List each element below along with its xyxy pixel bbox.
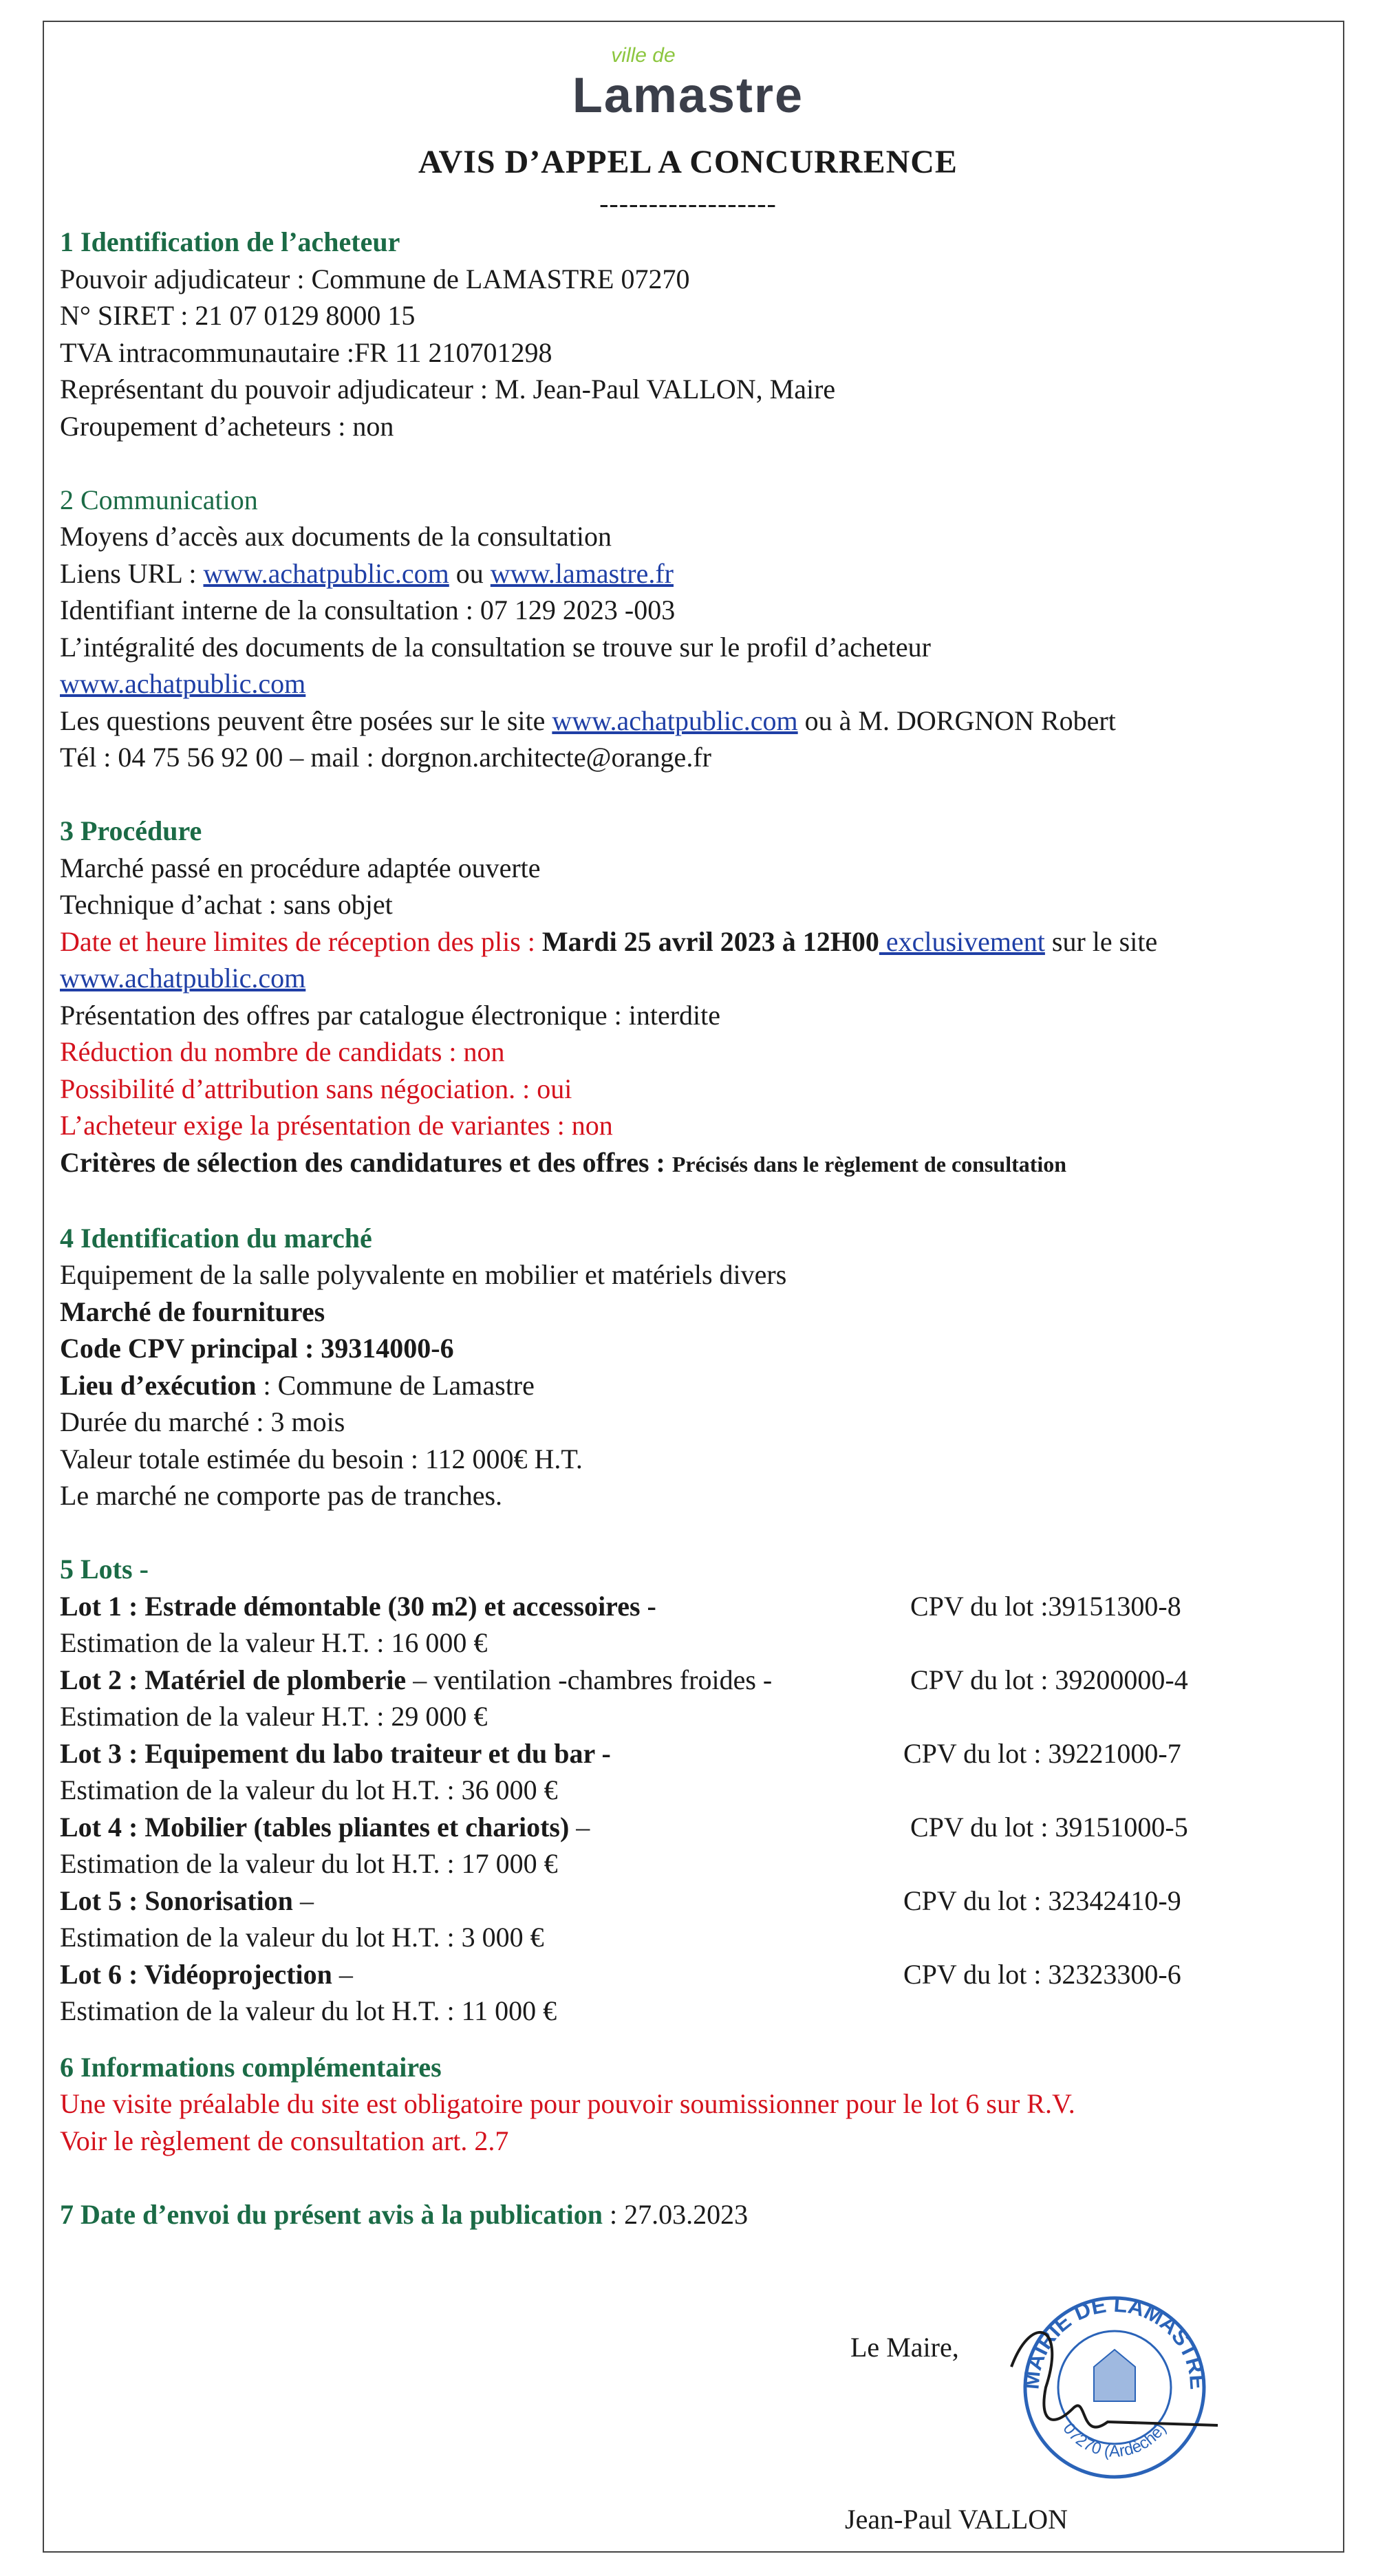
lot-1-estimate: Estimation de la valeur H.T. : 16 000 € — [60, 1627, 488, 1658]
vat-line: TVA intracommunautaire :FR 11 210701298 — [60, 336, 552, 368]
buyer-line: Pouvoir adjudicateur : Commune de LAMASTRE 07270 — [60, 263, 690, 294]
section-6-heading: 6 Informations complémentaires — [60, 2051, 442, 2083]
lot-4-cpv: CPV du lot : 39151000-5 — [910, 1811, 1188, 1843]
lot-5-title: Lot 5 : Sonorisation — [60, 1885, 293, 1916]
lot-3-title-line — [60, 1735, 1340, 1772]
procedure-line: Marché passé en procédure adaptée ouverte — [60, 852, 541, 883]
lot-4-estimate: Estimation de la valeur du lot H.T. : 17 000 € — [60, 1848, 558, 1879]
deadline-line — [60, 923, 1340, 960]
lot-5-estimate: Estimation de la valeur du lot H.T. : 3 000 € — [60, 1922, 544, 1953]
deadline-label: Date et heure limites de réception des plis : — [60, 925, 542, 957]
visit-line: Une visite préalable du site est obligatoire pour pouvoir soumissionner pour le lot 6 sur R.V. — [60, 2088, 1075, 2119]
criteria-value: Précisés dans le règlement de consultation — [671, 1151, 1067, 1177]
lot-3-estimate: Estimation de la valeur du lot H.T. : 36 000 € — [60, 1774, 558, 1805]
town-logo — [0, 44, 1376, 124]
place-value: : Commune de Lamastre — [256, 1369, 535, 1401]
section-3-heading: 3 Procédure — [60, 815, 202, 846]
market-type-line: Marché de fournitures — [60, 1296, 325, 1327]
lot-6-extra: – — [332, 1958, 353, 1990]
page-title: AVIS D’APPEL A CONCURRENCE — [418, 144, 958, 180]
documents-line: L’intégralité des documents de la consultation se trouve sur le profil d’acheteur — [60, 631, 931, 663]
logo-prefix: ville de — [611, 44, 676, 67]
place-label: Lieu d’exécution — [60, 1369, 257, 1401]
logo-name: Lamastre — [572, 68, 804, 123]
section-2-heading: 2 Communication — [60, 484, 258, 515]
questions-contact: ou à M. DORGNON Robert — [797, 705, 1116, 736]
lot-3-title: Lot 3 : Equipement du labo traiteur et du bar - — [60, 1737, 611, 1769]
place-line — [60, 1367, 1340, 1404]
profile-link-line — [60, 665, 1340, 702]
title-separator: ------------------ — [599, 188, 777, 219]
rules-line: Voir le règlement de consultation art. 2.7 — [60, 2125, 509, 2156]
urls-or: ou — [449, 557, 491, 589]
deadline-site-line — [60, 960, 1340, 997]
consultation-id-line: Identifiant interne de la consultation : 07 129 2023 -003 — [60, 594, 676, 625]
lot-5-cpv: CPV du lot : 32342410-9 — [903, 1885, 1181, 1916]
achatpublic-link[interactable]: www.achatpublic.com — [203, 557, 449, 589]
criteria-label: Critères de sélection des candidatures et des offres : — [60, 1146, 672, 1178]
lot-6-estimate: Estimation de la valeur du lot H.T. : 11 000 € — [60, 1995, 557, 2026]
contact-line: Tél : 04 75 56 92 00 – mail : dorgnon.architecte@orange.fr — [60, 742, 711, 773]
urls-line — [60, 555, 1340, 592]
criteria-line — [60, 1144, 1340, 1183]
catalogue-line: Présentation des offres par catalogue électronique : interdite — [60, 999, 720, 1031]
grouping-line: Groupement d’acheteurs : non — [60, 410, 394, 442]
lot-6-title: Lot 6 : Vidéoprojection — [60, 1958, 332, 1990]
lot-1-title: Lot 1 : Estrade démontable (30 m2) et accessoires - — [60, 1590, 656, 1622]
mayor-name: Jean-Paul VALLON — [845, 2504, 1068, 2535]
lot-5-title-line — [60, 1882, 1340, 1920]
lot-1-title-line — [60, 1588, 1340, 1625]
lot-3-cpv: CPV du lot : 39221000-7 — [903, 1737, 1181, 1769]
estimated-value-line: Valeur totale estimée du besoin : 112 000€ H.T. — [60, 1443, 583, 1474]
profile-link[interactable]: www.achatpublic.com — [60, 668, 306, 699]
stamp-subtext: 07270 (Ardèche) — [1059, 2419, 1170, 2461]
object-line: Equipement de la salle polyvalente en mobilier et matériels divers — [60, 1259, 787, 1290]
lot-2-title: Lot 2 : Matériel de plomberie — [60, 1664, 407, 1695]
cpv-main-line: Code CPV principal : 39314000-6 — [60, 1333, 454, 1364]
section-4-heading: 4 Identification du marché — [60, 1222, 372, 1254]
tranches-line: Le marché ne comporte pas de tranches. — [60, 1480, 503, 1511]
siret-line: N° SIRET : 21 07 0129 8000 15 — [60, 300, 416, 331]
section-7-heading: 7 Date d’envoi du présent avis à la publication — [60, 2198, 603, 2230]
lot-4-title-line — [60, 1809, 1340, 1846]
variants-line: L’acheteur exige la présentation de variantes : non — [60, 1110, 613, 1141]
deadline-site-link[interactable]: www.achatpublic.com — [60, 963, 306, 994]
deadline-suffix: sur le site — [1044, 925, 1158, 957]
lot-4-title: Lot 4 : Mobilier (tables pliantes et chariots) — [60, 1811, 570, 1843]
notice-body — [60, 224, 1340, 2233]
questions-link[interactable]: www.achatpublic.com — [552, 705, 798, 736]
section-1-heading: 1 Identification de l’acheteur — [60, 226, 400, 257]
section-7-line — [60, 2196, 1340, 2233]
urls-label: Liens URL : — [60, 557, 204, 589]
lot-2-title-line — [60, 1662, 1340, 1699]
section-5-heading: 5 Lots - — [60, 1554, 149, 1585]
technique-line: Technique d’achat : sans objet — [60, 889, 393, 920]
duration-line: Durée du marché : 3 mois — [60, 1406, 345, 1437]
lot-4-extra: – — [569, 1811, 590, 1843]
town-hall-stamp — [991, 2284, 1225, 2491]
signature-label: Le Maire, — [850, 2332, 959, 2363]
lot-2-cpv: CPV du lot : 39200000-4 — [910, 1664, 1188, 1695]
lot-1-cpv: CPV du lot :39151300-8 — [910, 1590, 1181, 1622]
lot-6-cpv: CPV du lot : 32323300-6 — [903, 1958, 1181, 1990]
access-line: Moyens d’accès aux documents de la consultation — [60, 521, 612, 552]
questions-text: Les questions peuvent être posées sur le site — [60, 705, 552, 736]
stamp-building-icon — [1094, 2350, 1135, 2401]
publication-date: : 27.03.2023 — [602, 2198, 749, 2230]
candidates-line: Réduction du nombre de candidats : non — [60, 1036, 505, 1067]
negotiation-line: Possibilité d’attribution sans négociation. : oui — [60, 1073, 572, 1104]
representative-line: Représentant du pouvoir adjudicateur : M. Jean-Paul VALLON, Maire — [60, 374, 836, 405]
lamastre-link[interactable]: www.lamastre.fr — [490, 557, 674, 589]
stamp-text: MAIRIE DE LAMASTRE — [1018, 2291, 1211, 2391]
lot-5-extra: – — [292, 1885, 314, 1916]
deadline-value: Mardi 25 avril 2023 à 12H00 — [541, 925, 879, 957]
questions-line — [60, 702, 1340, 740]
lot-2-extra: – ventilation -chambres froides - — [406, 1664, 773, 1695]
lot-6-title-line — [60, 1956, 1340, 1993]
exclusively-link[interactable]: exclusivement — [879, 925, 1045, 957]
lot-2-estimate: Estimation de la valeur H.T. : 29 000 € — [60, 1701, 488, 1732]
